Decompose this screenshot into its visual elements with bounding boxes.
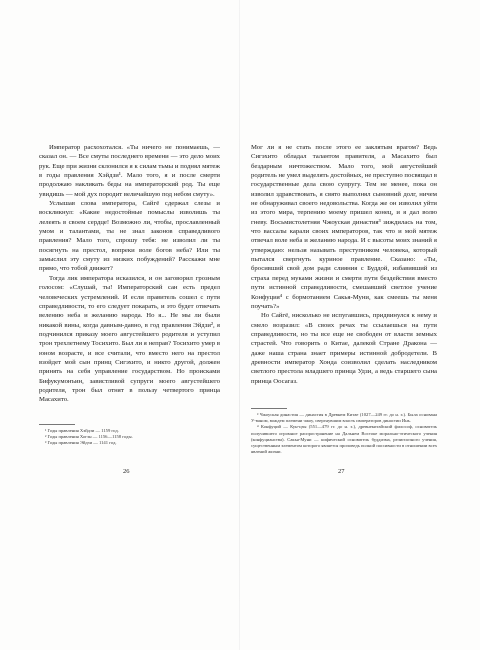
- footnote: ⁴ Конфуций — Кун-цзы (551—479 гг. до н. э.), древнекитайский философ, основатель получившего огромное распространение на Дальнем Востоке морально-этического учения (конфуцианства). Сакья-Муни — кифический основатель буддизма, религиозного учения, существенным элементом которого является проповедь полной пассивности в отношении всех явлений жизни.: [251, 424, 437, 455]
- footnote: ³ Чжоуская династия — династия в Древнем Китае (1027—249 гг. до н. э.). Была основана У-ваном, вождем племени чжоу, свергнувшим власть императоров династии Инь.: [251, 412, 437, 424]
- paragraph: Мог ли я не стать после этого ее заклятым врагом? Ведь Сигэхито обладал талантом правителя, а Масахито был бездарным ничтожеством. Мало того, мой августейший родитель не умел выделять достойных, не преступно посвящал в государственные дела свою супругу. Тем не менее, пока он изволил здравствовать, я свято выполнял сыновний долг, ничем не обнаруживал своего недовольства. Когда же он изволил уйти из этого мира, терпению моему пришел конец, и я дал волю гневу. Восьмистолетняя Чжоуская династия³ зиждилась на том, что вассалы карали своих императоров, так что и мой мятеж отвечал воле неба и желанию народа. И с высоты моих знаний я утверждаю: нельзя называть преступником человека, который пытался свергнуть куриное правление. Сказано: «Ты, бросивший свой дом ради слияния с Буддой, избавивший из страха перед муками жизни и смерти пути бездействия вместо пути истинной справедливости, смешавший светлое учение Конфуция⁴ с бормотанием Сакья-Муни, как смеешь ты меня поучать?»: [251, 144, 437, 310]
- paragraph: Услышав слова императора, Сайгё сдержал слезы и воскликнул: «Какие недостойные помыслы изволишь ты лелеять в своем сердце! Возможно ли, чтобы, прославленный умом и талантами, ты не знал законов справедливого правления? Мало того, спрошу тебя: не изволил ли ты посягнуть на престол, вопреки воле богов неба? Или ты замыслил эту смуту из низких побуждений? Расскажи мне прямо, что тобой движет?: [39, 200, 220, 273]
- page-number: 26: [123, 468, 130, 475]
- paragraph: Тогда лик императора исказился, и он заговорил грозным голосом: «Слушай, ты! Императорский сан есть предел человеческих устремлений. И если правитель сошел с пути справедливости, то его следует покарать, и это будет отвечать велению неба и желанию народа. Но я... Не мы ли были никакой вины, когда давным-давно, в год правления Эйдзи², я подчинился приказу моего августейшего родителя и уступил трон трехлетнему Тосихито. Был ли я неправ? Тосихито умер в юном возрасте, и все считали, что вместо него на престол взойдет мой сын принц Сигэхито, и никто другой, должен принять на себя управление государством. Но происками Бифукумонъин, завистливой супруги моего августейшего родителя, трон был отнят в пользу четвертого принца Масахито.: [39, 274, 220, 404]
- right-body-text: [251, 143, 437, 386]
- paragraph: Но Сайгё, нисколько не испугавшись, придвинулся к нему и смело возразил: «В своих речах ты ссылаешься на пути справедливости, но ты все еще не свободен от власти земных страстей. Что говорить о Китае, далекой Стране Дракона — даже наша страна знает примеры истинной добродетели. В древности император Хонда соизволил сделать наследником светлого престола младшего принца Удзи, а ведь старшего сына принца Оосагаз.: [251, 312, 437, 385]
- footnote: ¹ Годы правления Хэйдзи — 1159 год.: [45, 428, 119, 433]
- page-number: 27: [338, 468, 345, 475]
- right-footnotes: [251, 408, 437, 455]
- paragraph: Император расхохотался. «Ты ничего не понимаешь, — сказал он. — Все смуты последнего времени — это дело моих рук. Еще при жизни склонился я к силам тьмы и поднял мятеж в годы правления Хэйдзи¹. Мало того, я и после смерти продолжаю накликать беды на императорский род. Ты еще увидишь — мой дух породит величайшую под небом смуту».: [39, 144, 220, 198]
- footnote: ² Годы правления Хогэн — 1156—1158 годы.: [45, 434, 133, 440]
- footnote: ³ Годы правления Эйдзи — 1141 год.: [45, 440, 117, 446]
- footnote-rule: [251, 408, 287, 409]
